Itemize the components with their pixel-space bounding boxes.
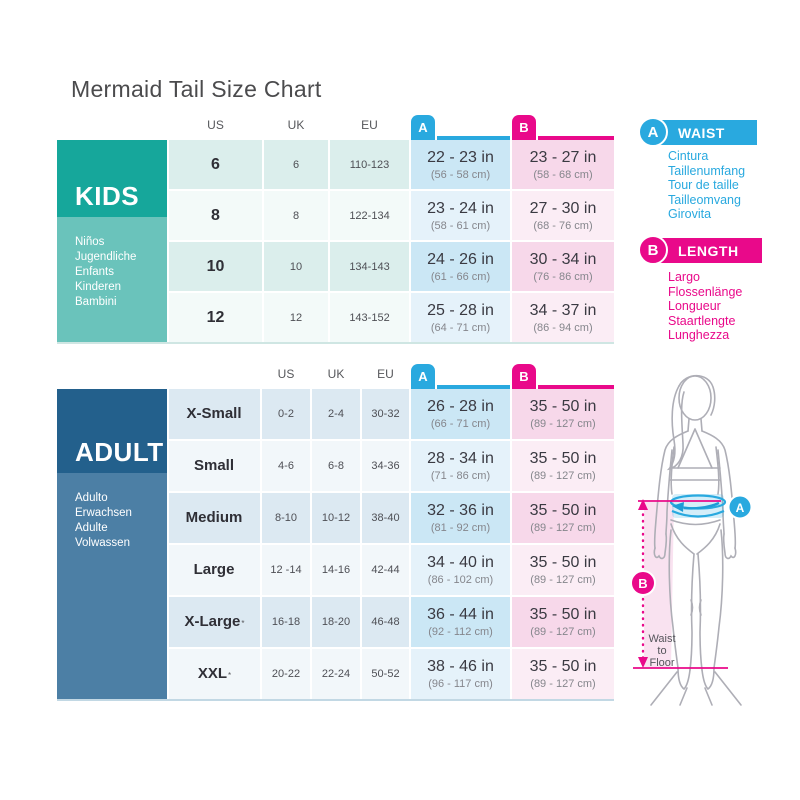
adult-waist-cell (411, 389, 510, 439)
adult-length-cell (512, 649, 614, 699)
waist-translation: Cintura (668, 149, 709, 163)
waist-a-badge: A (638, 117, 668, 147)
kids-uk-cell: 8 (264, 191, 328, 240)
waist-in: 24 - 26 in (427, 250, 494, 268)
kids-eu-cell: 143-152 (330, 293, 409, 342)
size-name: Medium (185, 509, 243, 526)
kids-grid (57, 140, 614, 342)
adult-waist-cell (411, 545, 510, 595)
adult-uk-cell: 22-24 (312, 649, 360, 699)
length-cm: (89 - 127 cm) (530, 470, 596, 482)
adult-us-cell: 20-22 (262, 649, 310, 699)
kids-waist-cell (411, 191, 510, 240)
adult-size-cell (169, 649, 260, 699)
adult-us-cell: 16-18 (262, 597, 310, 647)
size-name: X-Large (184, 613, 241, 630)
waist-in: 28 - 34 in (427, 450, 494, 467)
waist-cm: (64 - 71 cm) (430, 321, 491, 334)
page-title: Mermaid Tail Size Chart (71, 76, 322, 102)
adult-eu-cell: 34-36 (362, 441, 409, 491)
adult-eu-cell: 50-52 (362, 649, 409, 699)
waist-cm: (58 - 61 cm) (430, 219, 491, 232)
adult-uk-cell: 6-8 (312, 441, 360, 491)
waist-legend-bar: WAIST (640, 120, 757, 145)
measurement-figure-illustration (608, 352, 800, 747)
footnote-mark: * (228, 671, 232, 680)
waist-cm: (71 - 86 cm) (430, 470, 491, 482)
adult-us-cell: 0-2 (262, 389, 310, 439)
length-cm: (89 - 127 cm) (530, 522, 596, 534)
waist-cm: (56 - 58 cm) (430, 168, 491, 181)
adult-uk-cell: 14-16 (312, 545, 360, 595)
kids-translation: Kinderen (75, 281, 122, 293)
waist-in: 38 - 46 in (427, 658, 494, 675)
adult-uk-cell: 10-12 (312, 493, 360, 543)
adult-header-uk: UK (327, 367, 345, 381)
kids-length-cell (512, 293, 614, 342)
length-translation: Staartlengte (668, 313, 736, 328)
kids-translation: Niños (75, 236, 105, 248)
waist-translation: Tailleomvang (668, 192, 741, 207)
kids-size-table (57, 118, 614, 342)
adult-eu-cell: 46-48 (362, 597, 409, 647)
waist-cm: (81 - 92 cm) (430, 522, 491, 534)
waist-cm: (96 - 117 cm) (428, 678, 493, 690)
waist-cm: (92 - 112 cm) (428, 626, 493, 638)
kids-waist-cell (411, 140, 510, 189)
size-name: X-Small (186, 405, 242, 422)
length-cm: (68 - 76 cm) (533, 219, 593, 232)
waist-translation: Girovita (668, 207, 712, 221)
adult-waist-cell (411, 649, 510, 699)
kids-length-cell (512, 242, 614, 291)
waist-in: 23 - 24 in (427, 199, 494, 217)
adult-size-cell (169, 597, 260, 647)
size-name: XXL (197, 665, 228, 682)
waist-cm: (86 - 102 cm) (427, 574, 494, 586)
adult-eu-cell: 42-44 (362, 545, 409, 595)
adult-eu-cell: 30-32 (362, 389, 409, 439)
caption-line: Waist (648, 633, 676, 645)
length-in: 35 - 50 in (529, 554, 597, 571)
length-translation: Lunghezza (668, 328, 730, 342)
length-in: 35 - 50 in (529, 606, 597, 623)
waist-translations (668, 149, 745, 222)
waist-in: 36 - 44 in (427, 606, 494, 623)
adult-size-cell (169, 545, 260, 595)
kids-uk-cell: 6 (264, 140, 328, 189)
length-translation: Largo (668, 270, 700, 284)
adult-waist-cell (411, 493, 510, 543)
adult-translations (57, 473, 167, 699)
kids-waist-cell (411, 293, 510, 342)
adult-length-cell (512, 597, 614, 647)
waist-translation: Taillenumfang (668, 163, 746, 178)
caption-line: Floor (649, 657, 675, 669)
adult-length-cell (512, 389, 614, 439)
length-cm: (86 - 94 cm) (533, 321, 593, 334)
kids-header-uk: UK (287, 118, 305, 132)
kids-waist-cell (411, 242, 510, 291)
kids-label: KIDS (57, 140, 167, 217)
kids-uk-cell: 12 (264, 293, 328, 342)
adult-length-cell (512, 545, 614, 595)
kids-label-cell (57, 140, 167, 342)
kids-header-eu: EU (361, 118, 378, 132)
length-in: 30 - 34 in (529, 250, 597, 268)
figure-waist-a-label: A (735, 501, 745, 515)
adult-eu-cell: 38-40 (362, 493, 409, 543)
kids-length-tab: B (510, 113, 538, 140)
size-name: Small (193, 457, 235, 474)
adult-translation: Erwachsen (75, 507, 132, 519)
adult-uk-cell: 2-4 (312, 389, 360, 439)
length-cm: (89 - 127 cm) (530, 678, 596, 690)
adult-size-cell (169, 493, 260, 543)
adult-translation: Volwassen (75, 537, 130, 549)
adult-length-cell (512, 493, 614, 543)
adult-header-eu: EU (377, 367, 394, 381)
kids-uk-cell: 10 (264, 242, 328, 291)
length-cm: (76 - 86 cm) (533, 270, 593, 283)
kids-eu-cell: 122-134 (330, 191, 409, 240)
adult-length-cell (512, 441, 614, 491)
adult-translation: Adulte (75, 522, 108, 534)
waist-translation: Tour de taille (668, 178, 739, 192)
length-in: 35 - 50 in (529, 398, 597, 415)
adult-header-us: US (277, 367, 295, 381)
kids-length-cell (512, 191, 614, 240)
length-translation: Longueur (668, 299, 721, 313)
caption-line: to (657, 645, 667, 657)
waist-in: 26 - 28 in (427, 398, 494, 415)
adult-length-tab: B (510, 362, 538, 389)
length-in: 35 - 50 in (529, 658, 597, 675)
adult-waist-tab: A (409, 362, 437, 389)
waist-cm: (61 - 66 cm) (430, 270, 491, 283)
length-in: 35 - 50 in (529, 502, 597, 519)
waist-in: 32 - 36 in (427, 502, 494, 519)
kids-waist-tab: A (409, 113, 437, 140)
length-cm: (89 - 127 cm) (530, 418, 596, 430)
kids-eu-cell: 134-143 (330, 242, 409, 291)
length-in: 23 - 27 in (529, 148, 597, 166)
length-in: 27 - 30 in (529, 199, 597, 217)
adult-us-cell: 12 -14 (262, 545, 310, 595)
kids-translation: Jugendliche (75, 251, 137, 263)
length-in: 35 - 50 in (529, 450, 597, 467)
adult-size-cell (169, 441, 260, 491)
adult-us-cell: 4-6 (262, 441, 310, 491)
length-translations (668, 270, 742, 343)
figure-length-b-label: B (638, 576, 648, 591)
length-cm: (58 - 68 cm) (533, 168, 593, 181)
waist-cm: (66 - 71 cm) (430, 418, 491, 430)
waist-in: 25 - 28 in (427, 301, 494, 319)
length-cm: (89 - 127 cm) (530, 626, 596, 638)
adult-grid (57, 389, 614, 699)
kids-us-cell: 8 (169, 191, 262, 240)
adult-waist-cell (411, 597, 510, 647)
kids-eu-cell: 110-123 (330, 140, 409, 189)
size-name: Large (193, 561, 235, 578)
adult-uk-cell: 18-20 (312, 597, 360, 647)
waist-in: 22 - 23 in (427, 148, 494, 166)
adult-size-table (57, 367, 614, 699)
adult-size-cell (169, 389, 260, 439)
adult-waist-cell (411, 441, 510, 491)
kids-translations (57, 217, 167, 342)
adult-label-cell (57, 389, 167, 699)
kids-header-us: US (207, 118, 224, 132)
length-legend-bar: LENGTH (640, 238, 762, 263)
kids-length-cell (512, 140, 614, 189)
adult-translation: Adulto (75, 492, 108, 504)
waist-band (671, 494, 725, 518)
length-in: 34 - 37 in (529, 301, 597, 319)
kids-us-cell: 12 (169, 293, 262, 342)
kids-translation: Enfants (75, 266, 114, 278)
adult-us-cell: 8-10 (262, 493, 310, 543)
waist-in: 34 - 40 in (427, 554, 494, 571)
length-b-badge: B (638, 235, 668, 265)
adult-label: ADULT (57, 389, 167, 473)
footnote-mark: * (241, 619, 245, 628)
length-cm: (89 - 127 cm) (530, 574, 596, 586)
kids-us-cell: 6 (169, 140, 262, 189)
kids-translation: Bambini (75, 296, 117, 308)
length-translation: Flossenlänge (668, 284, 743, 299)
kids-us-cell: 10 (169, 242, 262, 291)
